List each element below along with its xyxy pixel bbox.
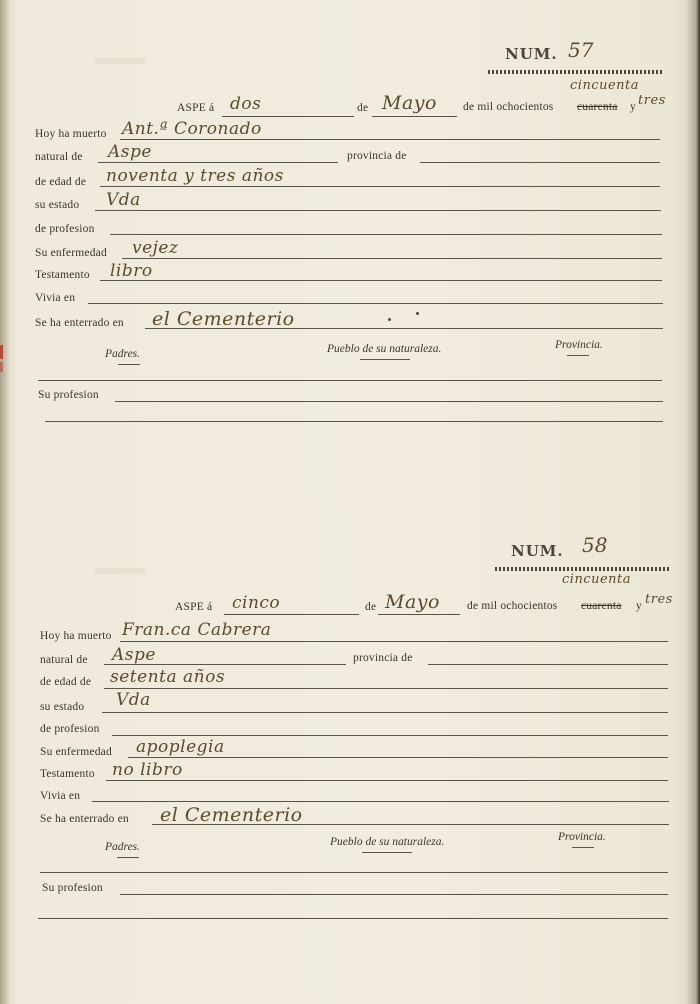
marital-status-label: su estado: [35, 199, 80, 211]
number-wavy-rule: [488, 70, 662, 74]
marital-status-line: [95, 210, 661, 211]
marital-status-value: Vda: [106, 190, 141, 210]
ink-dot: [388, 318, 391, 321]
margin-red-mark-2: [0, 362, 3, 372]
deceased-name: Fran.ca Cabrera: [122, 620, 272, 640]
province-heading-underline: [567, 355, 589, 356]
year-struck: cuarenta: [577, 101, 618, 113]
month-line: [378, 614, 460, 615]
profession-line: [110, 234, 662, 235]
profession-line: [112, 735, 668, 736]
margin-red-mark: [0, 345, 3, 359]
parents-profession-line: [120, 894, 668, 895]
parents-line-1: [38, 380, 662, 381]
will-line: [100, 280, 662, 281]
day-value: dos: [230, 94, 262, 114]
parents-heading-underline: [117, 857, 139, 858]
birthplace-value: Aspe: [108, 142, 152, 162]
residence-line: [92, 801, 669, 802]
parents-line-2: [38, 918, 668, 919]
page-binding-shadow: [686, 0, 700, 1004]
parents-line-1: [40, 872, 668, 873]
town-label: ASPE á: [177, 102, 215, 114]
illness-label: Su enfermedad: [40, 746, 112, 758]
burial-label: Se ha enterrado en: [35, 317, 124, 329]
deceased-name: Ant.ª Coronado: [122, 119, 262, 139]
age-line: [100, 186, 660, 187]
residence-label: Vivia en: [35, 292, 76, 304]
burial-value: el Cementerio: [152, 308, 295, 330]
will-label: Testamento: [40, 768, 95, 780]
province-label: provincia de: [347, 150, 407, 162]
year-prefix: de mil ochocientos: [463, 101, 554, 113]
birthplace-label: natural de: [40, 654, 88, 666]
month-prefix: de: [365, 601, 377, 613]
province-label: provincia de: [353, 652, 413, 664]
will-line: [106, 780, 668, 781]
entry-number-label: NUM.: [505, 45, 558, 63]
age-line: [104, 688, 668, 689]
province-line: [428, 664, 668, 665]
burial-line: [152, 824, 669, 825]
month-line: [372, 116, 457, 117]
age-value: setenta años: [110, 667, 226, 687]
parents-line-2: [45, 421, 663, 422]
parents-profession-label: Su profesion: [38, 389, 99, 401]
marital-status-label: su estado: [40, 701, 85, 713]
will-value: no libro: [112, 760, 183, 780]
illness-line: [122, 258, 662, 259]
birthplace-line: [104, 664, 346, 665]
birthplace-label: natural de: [35, 151, 83, 163]
province-line: [420, 162, 660, 163]
illness-value: apoplegia: [136, 737, 225, 757]
profession-label: de profesion: [35, 223, 95, 235]
parents-heading: Padres.: [105, 348, 141, 360]
illness-label: Su enfermedad: [35, 247, 107, 259]
age-label: de edad de: [35, 176, 87, 188]
entry-number-label: NUM.: [511, 542, 564, 560]
birth-town-heading-underline: [360, 359, 410, 360]
residence-line: [88, 303, 663, 304]
year-y: y: [636, 600, 642, 612]
province-heading-underline: [572, 847, 594, 848]
profession-label: de profesion: [40, 723, 100, 735]
day-line: [222, 116, 354, 117]
residence-label: Vivia en: [40, 790, 81, 802]
age-label: de edad de: [40, 676, 92, 688]
illness-line: [128, 757, 668, 758]
entry-number-value: 58: [582, 533, 608, 557]
year-correction: cincuenta: [570, 78, 640, 93]
parents-heading: Padres.: [105, 841, 141, 853]
bleed-through-mark: [95, 38, 145, 64]
ink-dot: [416, 312, 419, 315]
birthplace-value: Aspe: [112, 645, 156, 665]
year-y: y: [630, 101, 636, 113]
year-prefix: de mil ochocientos: [467, 600, 558, 612]
day-line: [224, 614, 359, 615]
parents-heading-underline: [118, 364, 140, 365]
illness-value: vejez: [132, 238, 179, 258]
birth-town-heading: Pueblo de su naturaleza.: [330, 836, 445, 848]
burial-line: [145, 328, 663, 329]
marital-status-value: Vda: [116, 690, 151, 710]
deceased-label: Hoy ha muerto: [40, 630, 112, 642]
parents-profession-label: Su profesion: [42, 882, 103, 894]
month-prefix: de: [357, 102, 369, 114]
deceased-line: [120, 641, 668, 642]
will-value: libro: [110, 261, 153, 281]
province-heading: Provincia.: [555, 339, 603, 351]
year-units: tres: [645, 592, 673, 607]
day-value: cinco: [232, 593, 281, 613]
birth-town-heading: Pueblo de su naturaleza.: [327, 343, 442, 355]
age-value: noventa y tres años: [106, 166, 284, 186]
province-heading: Provincia.: [558, 831, 606, 843]
will-label: Testamento: [35, 269, 90, 281]
birth-town-heading-underline: [362, 852, 412, 853]
month-value: Mayo: [382, 92, 437, 114]
burial-label: Se ha enterrado en: [40, 813, 129, 825]
deceased-line: [120, 139, 660, 140]
deceased-label: Hoy ha muerto: [35, 128, 107, 140]
month-value: Mayo: [385, 591, 440, 613]
marital-status-line: [102, 712, 668, 713]
burial-value: el Cementerio: [160, 804, 303, 826]
year-struck: cuarenta: [581, 600, 622, 612]
number-wavy-rule: [495, 567, 670, 571]
page-left-shadow: [0, 0, 10, 1004]
entry-number-value: 57: [568, 38, 594, 62]
year-correction: cincuenta: [562, 572, 632, 587]
parents-profession-line: [115, 401, 663, 402]
town-label: ASPE á: [175, 601, 213, 613]
year-units: tres: [638, 93, 666, 108]
birthplace-line: [98, 162, 338, 163]
bleed-through-mark-2: [95, 548, 145, 574]
